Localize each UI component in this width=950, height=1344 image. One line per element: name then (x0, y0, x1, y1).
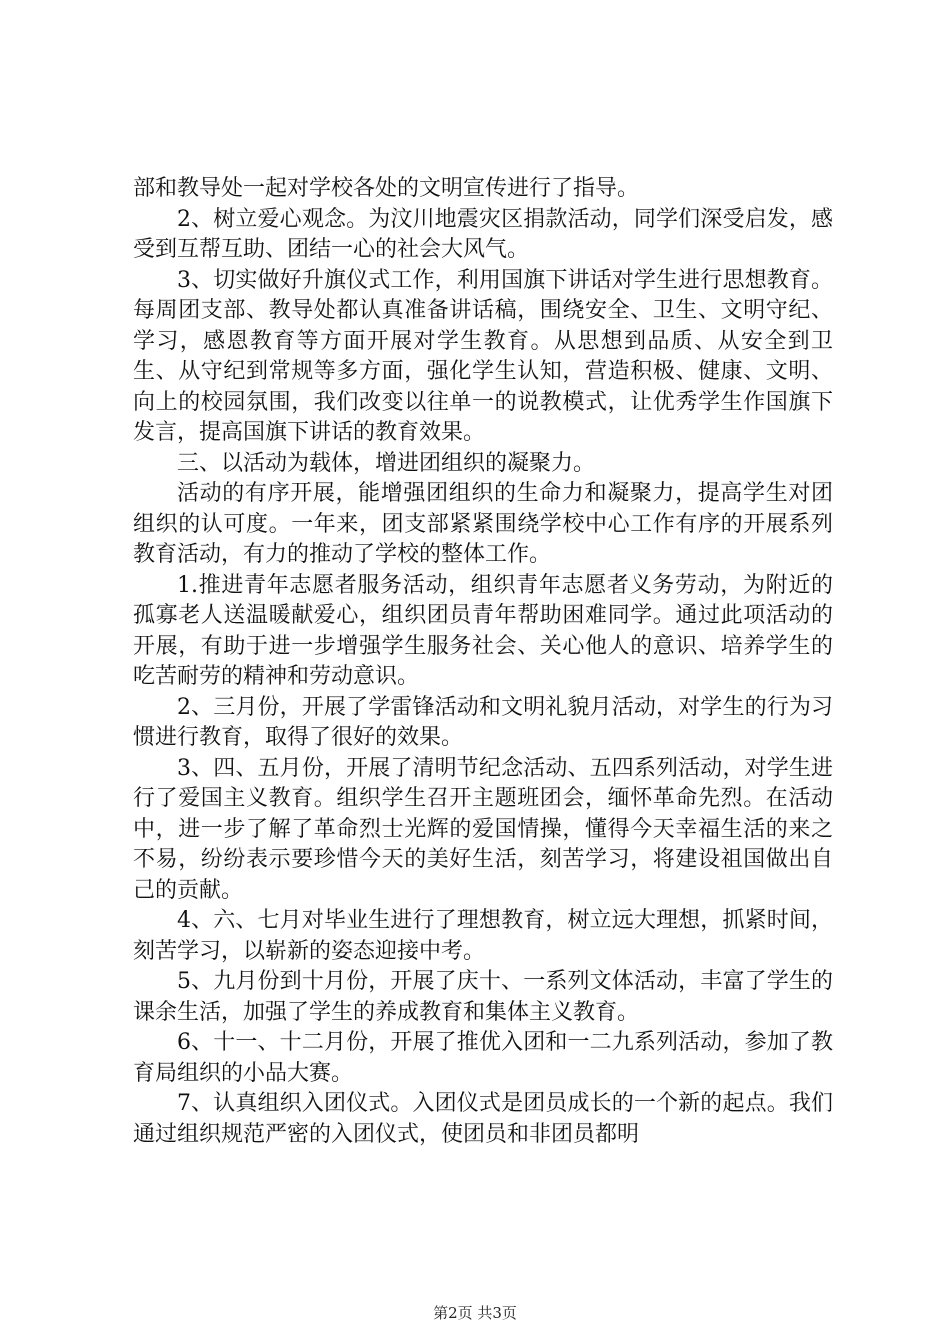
paragraph-11: 6、十一、十二月份，开展了推优入团和一二九系列活动，参加了教育局组织的小品大赛。 (133, 1030, 833, 1086)
paragraph-9: 4、六、七月对毕业生进行了理想教育，树立远大理想，抓紧时间，刻苦学习，以崭新的姿态迎接中考。 (133, 908, 833, 964)
document-body (133, 174, 833, 1150)
paragraph-12: 7、认真组织入团仪式。入团仪式是团员成长的一个新的起点。我们通过组织规范严密的入团仪式，使团员和非团员都明 (133, 1091, 833, 1147)
paragraph-6: 1.推进青年志愿者服务活动，组织青年志愿者义务劳动，为附近的孤寡老人送温暖献爱心，组织团员青年帮助困难同学。通过此项活动的开展，有助于进一步增强学生服务社会、关心他人的意识、培养学生的吃苦耐劳的精神和劳动意识。 (133, 572, 833, 689)
paragraph-5: 活动的有序开展，能增强团组织的生命力和凝聚力，提高学生对团组织的认可度。一年来，团支部紧紧围绕学校中心工作有序的开展系列教育活动，有力的推动了学校的整体工作。 (133, 481, 833, 567)
paragraph-1: 部和教导处一起对学校各处的文明宣传进行了指导。 (133, 176, 640, 201)
paragraph-3: 3、切实做好升旗仪式工作，利用国旗下讲话对学生进行思想教育。每周团支部、教导处都认真准备讲话稿，围绕安全、卫生、文明守纪、学习，感恩教育等方面开展对学生教育。从思想到品质、从安全到卫生、从守纪到常规等多方面，强化学生认知，营造积极、健康、文明、向上的校园氛围，我们改变以往单一的说教模式，让优秀学生作国旗下发言，提高国旗下讲话的教育效果。 (133, 267, 833, 445)
page-footer: 第2页 共3页 (433, 1304, 517, 1322)
paragraph-10: 5、九月份到十月份，开展了庆十、一系列文体活动，丰富了学生的课余生活，加强了学生的养成教育和集体主义教育。 (133, 969, 833, 1025)
paragraph-2: 2、树立爱心观念。为汶川地震灾区捐款活动，同学们深受启发，感受到互帮互助、团结一心的社会大风气。 (133, 206, 833, 262)
paragraph-7: 2、三月份，开展了学雷锋活动和文明礼貌月活动，对学生的行为习惯进行教育，取得了很好的效果。 (133, 694, 833, 750)
section-heading-3: 三、以活动为载体，增进团组织的凝聚力。 (177, 450, 596, 476)
paragraph-8: 3、四、五月份，开展了清明节纪念活动、五四系列活动，对学生进行了爱国主义教育。组织学生召开主题班团会，缅怀革命先烈。在活动中，进一步了解了革命烈士光辉的爱国情操，懂得今天幸福生活的来之不易，纷纷表示要珍惜今天的美好生活，刻苦学习，将建设祖国做出自己的贡献。 (133, 755, 833, 903)
